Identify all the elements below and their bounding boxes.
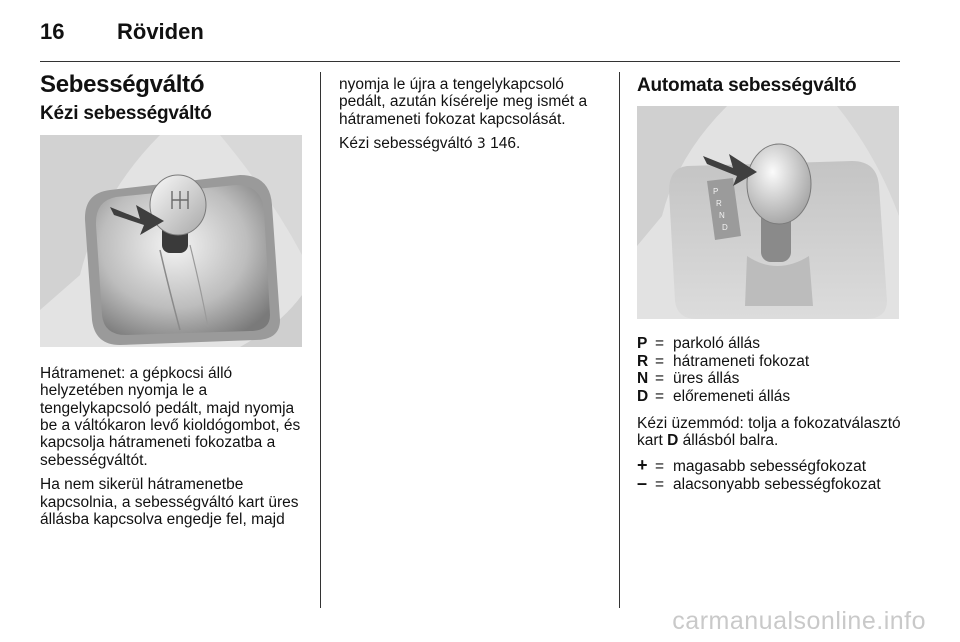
sub-title-automatic: Automata sebességváltó [637,75,857,96]
legend-equals: = [655,476,665,494]
legend-description: alacsonyabb sebességfokozat [673,476,881,494]
column-left [40,72,310,528]
legend-key: D [637,387,649,405]
legend-equals: = [655,352,665,370]
legend-key: P [637,335,648,353]
svg-text:R: R [716,199,722,209]
legend-equals: = [655,387,665,405]
svg-text:D: D [722,223,728,233]
sub-title-manual: Kézi sebességváltó [40,103,212,125]
minus-icon: – [637,473,648,494]
legend-key: R [637,352,649,370]
legend-row [637,475,902,493]
legend-key: N [637,370,649,388]
legend-key [637,475,655,493]
cross-reference [339,135,601,153]
shift-legend [637,454,902,494]
legend-equals: = [655,457,665,475]
legend-row [637,370,902,387]
legend-row [637,353,902,370]
legend-row [637,454,902,475]
column-divider [320,72,321,608]
legend-equals: = [655,370,665,388]
gear-key: D [667,432,679,450]
section-title: Sebességváltó [40,71,205,98]
legend-description: üres állás [673,370,740,388]
column-right [637,76,902,504]
paragraph: Ha nem sikerül hátramenetbe kapcsolnia, a sebességváltó kart üres állásba kapcsolva engedje fel, majd [40,476,299,529]
legend-description: előremeneti állás [673,387,791,405]
automatic-selector-lever-illustration [637,106,899,319]
page-number: 16 [40,19,65,44]
legend-description: parkoló állás [673,335,761,353]
plus-icon: + [637,454,648,475]
paragraph-text: állásból balra. [682,432,779,450]
manual-gear-lever-illustration [40,135,302,347]
legend-description: hátrameneti fokozat [673,352,810,370]
legend-description: magasabb sebességfokozat [673,457,867,475]
column-divider [619,72,620,608]
legend-equals: = [655,335,665,353]
paragraph: Hátramenet: a gépkocsi álló helyzetében nyomja le a tengelykapcsoló pedált, majd nyomja be a váltókaron levő kioldógombot, és kapcsolja hátrameneti fokozatba a sebességváltót. [40,364,301,469]
svg-text:N: N [719,211,725,221]
header-rule [40,61,900,62]
paragraph: nyomja le újra a tengelykapcsoló pedált, azután kísérelje meg ismét a hátrameneti fokozat kapcsolását. [339,76,588,128]
reference-page: 146. [490,135,521,153]
reference-text: Kézi sebességváltó [339,135,473,153]
legend-row [637,388,902,405]
column-middle [339,76,601,154]
svg-text:P: P [713,187,719,197]
manual-mode-paragraph [637,415,902,450]
gear-position-legend [637,335,902,405]
watermark: carmanualsonline.info [672,607,926,635]
legend-row [637,335,902,352]
page-heading: Röviden [117,19,204,44]
paragraph-text: Kézi üzemmód: tolja a fokozatválasztó kart [637,415,901,450]
reference-arrow-icon: 3 [476,136,486,153]
